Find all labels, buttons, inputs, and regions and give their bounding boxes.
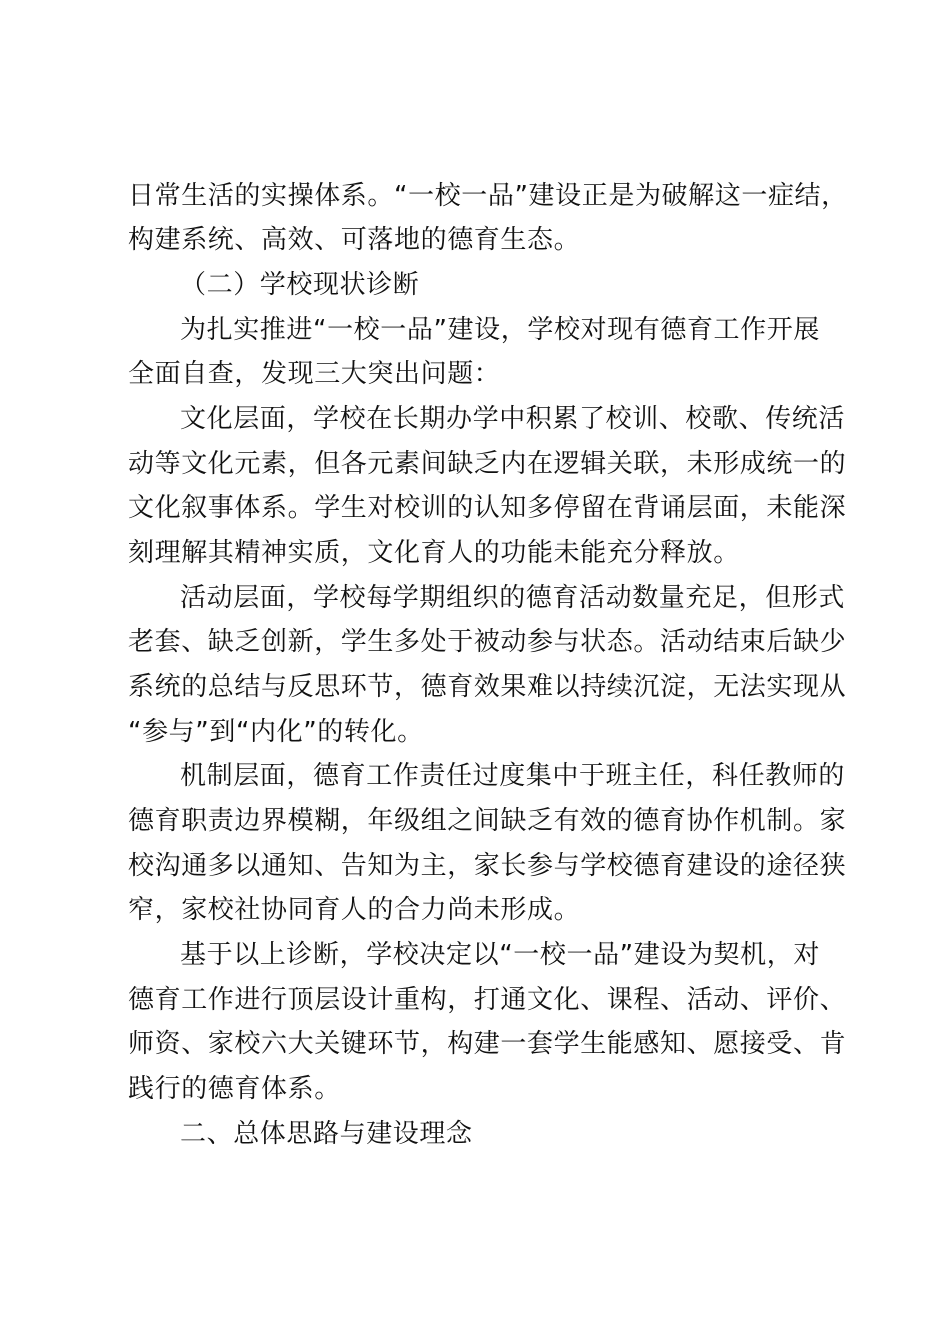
body-text-line: 刻理解其精神实质，文化育人的功能未能充分释放。	[128, 538, 740, 568]
body-text-line: 系统的总结与反思环节，德育效果难以持续沉淀，无法实现从	[128, 672, 847, 702]
body-text-line: 日常生活的实操体系。“一校一品”建设正是为破解这一症结，	[128, 181, 848, 211]
body-text-line: 校沟通多以通知、告知为主，家长参与学校德育建设的途径狭	[128, 851, 847, 881]
body-text-line: “参与”到“内化”的转化。	[128, 717, 424, 747]
body-text-line: 老套、缺乏创新，学生多处于被动参与状态。活动结束后缺少	[128, 627, 847, 657]
body-text-line: 机制层面，德育工作责任过度集中于班主任，科任教师的	[180, 761, 846, 791]
body-text-line: 构建系统、高效、可落地的德育生态。	[128, 225, 581, 255]
body-text-line: 动等文化元素，但各元素间缺乏内在逻辑关联，未形成统一的	[128, 449, 847, 479]
body-text-line: 师资、家校六大关键环节，构建一套学生能感知、愿接受、肯	[128, 1029, 847, 1059]
body-text-line: 文化叙事体系。学生对校训的认知多停留在背诵层面，未能深	[128, 493, 847, 523]
body-text-line: 基于以上诊断，学校决定以“一校一品”建设为契机，对	[180, 940, 820, 970]
body-text-line: 文化层面，学校在长期办学中积累了校训、校歌、传统活	[180, 404, 846, 434]
body-text-line: 活动层面，学校每学期组织的德育活动数量充足，但形式	[180, 583, 846, 613]
body-text-line: 为扎实推进“一校一品”建设，学校对现有德育工作开展	[180, 315, 820, 345]
section-heading: （二）学校现状诊断	[180, 270, 420, 300]
body-text-line: 德育职责边界模糊，年级组之间缺乏有效的德育协作机制。家	[128, 806, 847, 836]
body-text-line: 践行的德育体系。	[128, 1074, 341, 1104]
body-text-line: 德育工作进行顶层设计重构，打通文化、课程、活动、评价、	[128, 985, 847, 1015]
body-text-line: 窄，家校社协同育人的合力尚未形成。	[128, 895, 581, 925]
section-heading: 二、总体思路与建设理念	[180, 1119, 473, 1149]
body-text-line: 全面自查，发现三大突出问题：	[128, 359, 501, 389]
